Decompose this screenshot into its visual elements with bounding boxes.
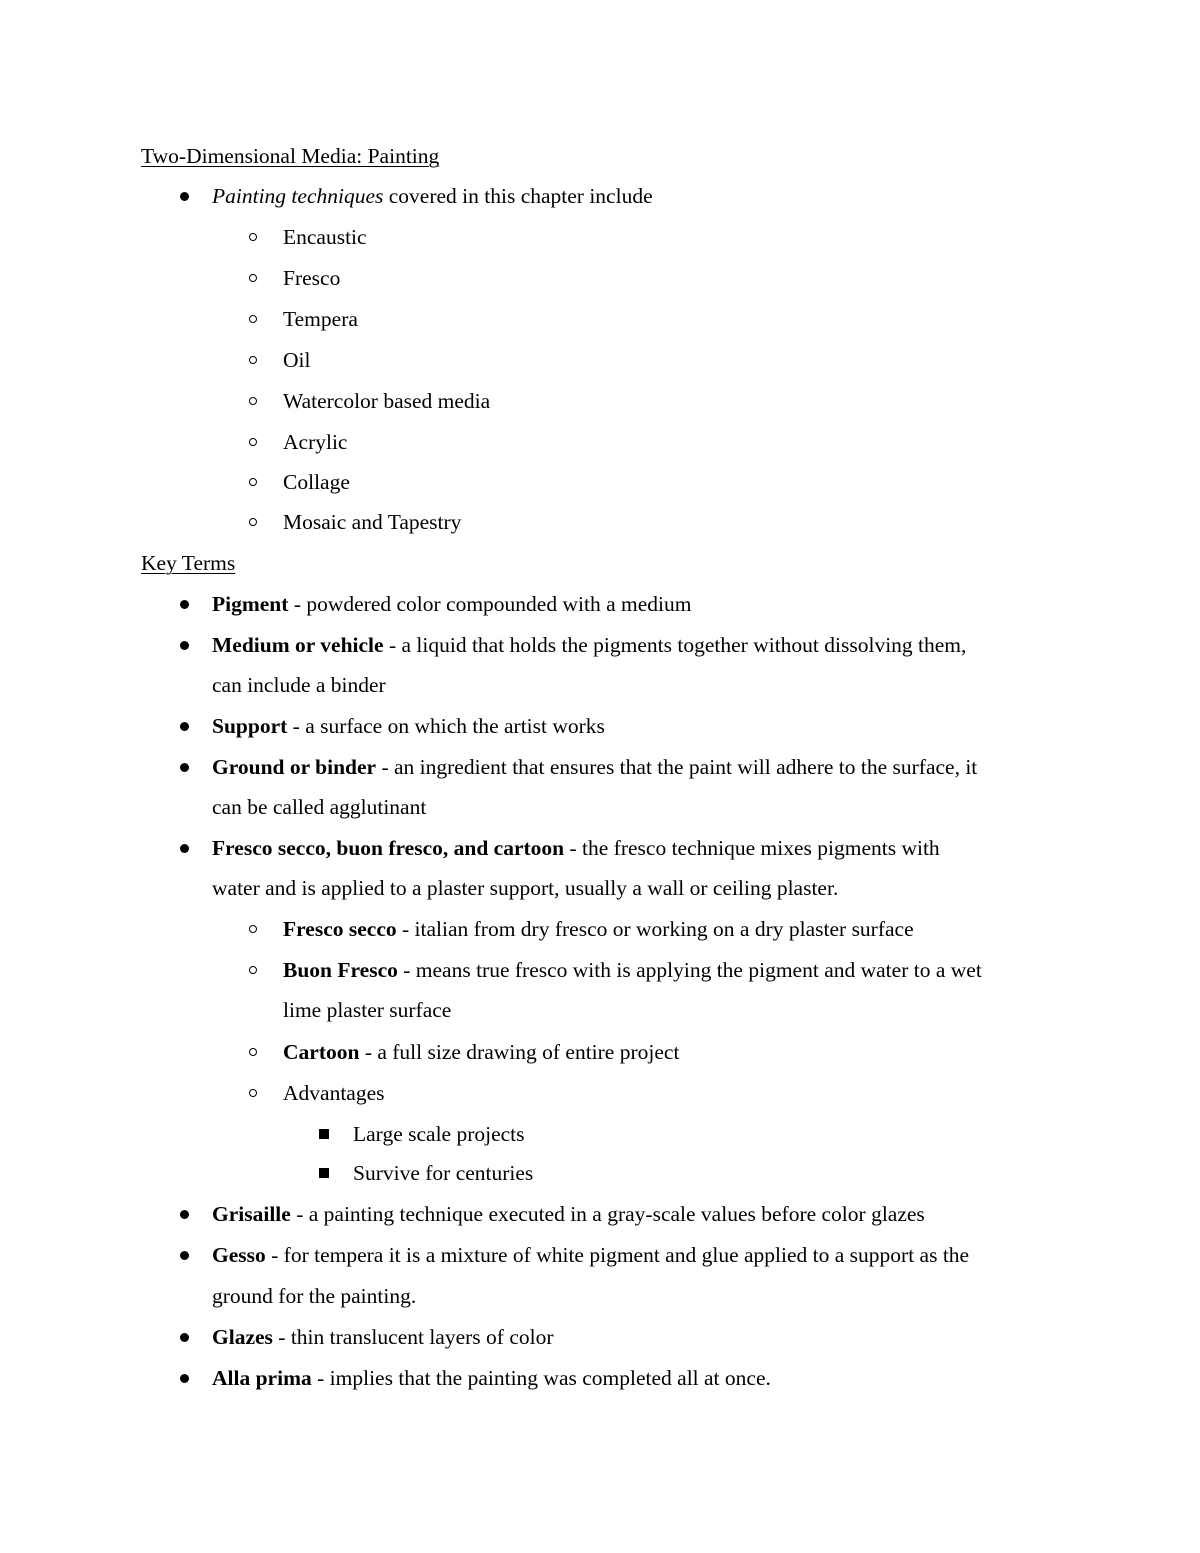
term-fresco-continued: water and is applied to a plaster support, usually a wall or ceiling plaster. [212,876,839,900]
term-label: Ground or binder [212,755,377,779]
bullet-circle-icon [249,397,257,405]
subterm-fresco-secco [283,909,914,949]
bullet-circle-icon [249,274,257,282]
bullet-circle-icon [249,315,257,323]
technique-item: Oil [283,348,311,372]
subterm-buon-fresco-continued: lime plaster surface [283,998,452,1022]
term-pigment [212,584,691,624]
term-definition: - means true fresco with is applying the pigment and water to a wet [397,958,982,982]
term-definition: - the fresco technique mixes pigments with [564,836,940,860]
technique-item: Tempera [283,307,358,331]
bullet-disc-icon [180,1251,189,1260]
subterm-advantages: Advantages [283,1081,385,1105]
term-medium-continued: can include a binder [212,673,386,697]
term-definition: - an ingredient that ensures that the paint will adhere to the surface, it [376,755,978,779]
technique-item: Watercolor based media [283,389,491,413]
bullet-disc-icon [180,1210,189,1219]
technique-item: Acrylic [283,430,348,454]
bullet-circle-icon [249,1048,257,1056]
term-grisaille [212,1194,925,1234]
bullet-circle-icon [249,478,257,486]
intro-rest: covered in this chapter include [383,184,653,208]
bullet-circle-icon [249,966,257,974]
term-label: Gesso [212,1243,266,1267]
term-ground [212,747,977,787]
term-label: Buon Fresco [283,958,398,982]
bullet-disc-icon [180,844,189,853]
bullet-disc-icon [180,600,189,609]
bullet-circle-icon [249,925,257,933]
term-definition: - a liquid that holds the pigments together without dissolving them, [383,633,967,657]
bullet-disc-icon [180,763,189,772]
term-label: Pigment [212,592,289,616]
bullet-circle-icon [249,356,257,364]
advantage-item: Large scale projects [353,1122,525,1146]
bullet-square-icon [319,1129,329,1139]
term-alla-prima [212,1358,771,1398]
term-definition: - italian from dry fresco or working on a dry plaster surface [396,917,914,941]
term-medium [212,625,966,665]
term-label: Support [212,714,288,738]
term-ground-continued: can be called agglutinant [212,795,427,819]
term-fresco [212,828,940,868]
advantage-item: Survive for centuries [353,1161,534,1185]
bullet-disc-icon [180,722,189,731]
section-title-painting: Two-Dimensional Media: Painting [141,144,440,168]
technique-item: Collage [283,470,350,494]
subterm-buon-fresco [283,950,982,990]
term-label: Cartoon [283,1040,360,1064]
bullet-square-icon [319,1168,329,1178]
intro-bullet-text [212,176,653,216]
term-definition: - a painting technique executed in a gray-scale values before color glazes [290,1202,925,1226]
term-gesso [212,1235,969,1275]
term-definition: - implies that the painting was completed all at once. [311,1366,771,1390]
term-definition: - a full size drawing of entire project [359,1040,680,1064]
term-definition: - a surface on which the artist works [287,714,605,738]
term-label: Medium or vehicle [212,633,384,657]
term-definition: - powdered color compounded with a medium [288,592,692,616]
term-gesso-continued: ground for the painting. [212,1284,417,1308]
bullet-circle-icon [249,438,257,446]
bullet-disc-icon [180,1374,189,1383]
section-title-key-terms: Key Terms [141,551,236,575]
technique-item: Fresco [283,266,341,290]
bullet-circle-icon [249,518,257,526]
subterm-cartoon [283,1032,679,1072]
term-label: Glazes [212,1325,273,1349]
bullet-disc-icon [180,192,189,201]
term-definition: - for tempera it is a mixture of white pigment and glue applied to a support as the [265,1243,970,1267]
term-label: Fresco secco [283,917,397,941]
term-label: Grisaille [212,1202,291,1226]
term-glazes [212,1317,554,1357]
term-label: Fresco secco, buon fresco, and cartoon [212,836,565,860]
bullet-disc-icon [180,1333,189,1342]
term-definition: - thin translucent layers of color [272,1325,554,1349]
term-support [212,706,605,746]
technique-item: Mosaic and Tapestry [283,510,462,534]
bullet-circle-icon [249,233,257,241]
bullet-circle-icon [249,1089,257,1097]
intro-term: Painting techniques [212,184,384,208]
bullet-disc-icon [180,641,189,650]
term-label: Alla prima [212,1366,312,1390]
technique-item: Encaustic [283,225,367,249]
